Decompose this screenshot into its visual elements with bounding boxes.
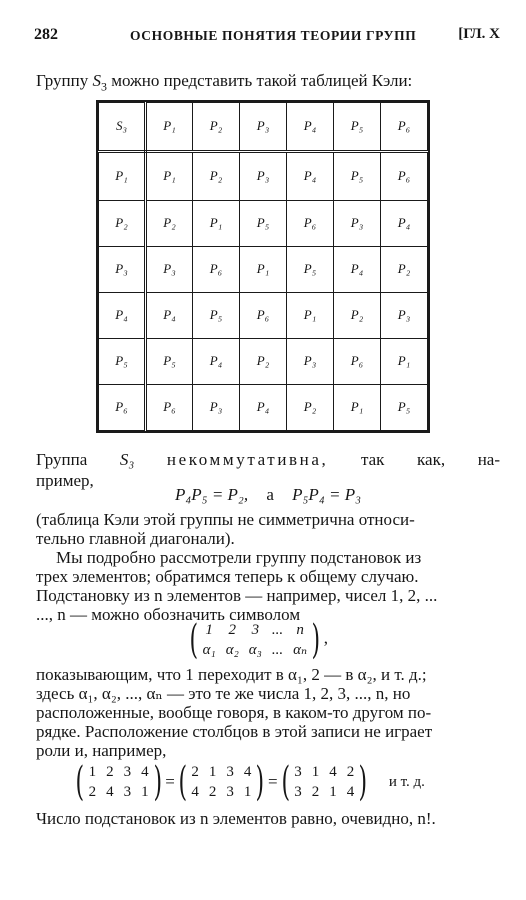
para1-word: Группа (36, 450, 88, 469)
page-header (34, 26, 500, 50)
left-paren: ( (178, 759, 187, 805)
para2-line8: рядке. Расположение столбцов в этой записи не играет (36, 722, 433, 741)
matrix-entry: 4 (243, 764, 252, 780)
cayley-cell: P₅ (287, 246, 334, 292)
intro-group-sub: 3 (100, 79, 107, 94)
para2-line3: Подстановку из n элементов — например, чисел 1, 2, ... (36, 586, 438, 605)
cayley-cell: P₆ (240, 292, 287, 338)
cayley-row-header: P₆ (99, 384, 146, 430)
cayley-cell: P₆ (193, 246, 240, 292)
para1-word: так (360, 450, 385, 469)
cayley-cell: P₅ (381, 384, 428, 430)
matrix-entry: 4 (106, 784, 114, 800)
substitution-symbol (186, 617, 328, 663)
cayley-cell: P₁ (334, 384, 381, 430)
cayley-cell: P₄ (287, 151, 334, 200)
matrix-entry: 4 (191, 784, 199, 800)
cayley-cell: P₁ (287, 292, 334, 338)
cayley-cell: P₆ (334, 338, 381, 384)
matrix-entry: 2 (106, 764, 114, 780)
cayley-cell: P₅ (193, 292, 240, 338)
matrix-grid (190, 762, 252, 802)
cayley-col-header: P₆ (381, 103, 428, 152)
matrix-entry: 3 (294, 784, 302, 800)
cayley-cell: P₂ (240, 338, 287, 384)
example-matrix-3 (278, 759, 371, 805)
symbol-entry: αₙ (293, 642, 308, 658)
page-number: 282 (34, 26, 58, 43)
cayley-row-header: P₂ (99, 200, 146, 246)
para1-word: S₃ (119, 450, 135, 469)
para2-line1: Мы подробно рассмотрели группу подстановок из (56, 548, 422, 567)
matrix-entry: 3 (226, 764, 234, 780)
cayley-cell: P₄ (193, 338, 240, 384)
matrix-entry: 3 (226, 784, 234, 800)
cayley-cell: P₄ (334, 246, 381, 292)
equation-conj: а (266, 485, 274, 504)
para2-line7: расположенные, вообще говоря, в каком-то другом по- (36, 703, 432, 722)
cayley-cell: P₃ (287, 338, 334, 384)
cayley-cell: P₃ (193, 384, 240, 430)
cayley-cell: P₅ (334, 151, 381, 200)
cayley-row-header: P₄ (99, 292, 146, 338)
cayley-col-header: P₂ (193, 103, 240, 152)
matrix-entry: 3 (294, 764, 302, 780)
cayley-cell: P₃ (381, 292, 428, 338)
cayley-row (99, 384, 428, 430)
para2-line9: роли и, например, (36, 741, 167, 760)
cayley-row (99, 246, 428, 292)
last-line: Число подстановок из n элементов равно, очевидно, n!. (36, 809, 436, 828)
matrix-grid (88, 762, 150, 802)
cayley-row-header: P₁ (99, 151, 146, 200)
symbol-entry: α₂ (225, 642, 239, 658)
matrix-entry: 4 (346, 784, 355, 800)
etc-text: и т. д. (388, 773, 425, 790)
para1-line2: пример, (36, 471, 94, 490)
left-paren: ( (189, 617, 199, 663)
left-paren: ( (281, 759, 290, 805)
cayley-row (99, 292, 428, 338)
cayley-cell: P₁ (240, 246, 287, 292)
cayley-col-header: P₃ (240, 103, 287, 152)
cayley-cell: P₄ (146, 292, 193, 338)
right-paren: ) (153, 759, 162, 805)
cayley-col-header: P₁ (146, 103, 193, 152)
matrix-entry: 2 (88, 784, 97, 800)
symbol-entry: 1 (205, 622, 213, 638)
cayley-cell: P₆ (287, 200, 334, 246)
matrix-entry: 1 (329, 784, 337, 800)
left-paren: ( (75, 759, 85, 805)
cayley-cell: P₂ (334, 292, 381, 338)
para2-line6: здесь α₁, α₂, ..., αₙ — это те же числа 1, 2, 3, ..., n, но (36, 684, 411, 703)
cayley-row-header: P₅ (99, 338, 146, 384)
para1-word: на- (477, 450, 500, 469)
cayley-cell: P₃ (240, 151, 287, 200)
equals-sign: = (268, 772, 278, 791)
cayley-cell: P₁ (193, 200, 240, 246)
cayley-cell: P₆ (146, 384, 193, 430)
para1-line1 (36, 449, 500, 471)
cayley-cell: P₆ (381, 151, 428, 200)
example-matrix-1 (72, 759, 165, 805)
cayley-cell: P₅ (240, 200, 287, 246)
intro-after: можно представить такой таблицей Кэли: (106, 71, 413, 90)
matrix-entry: 3 (123, 764, 132, 780)
equation-right: P₅P₄ = P₃ (292, 485, 361, 504)
cayley-cell: P₂ (146, 200, 193, 246)
symbol-entry: n (296, 622, 304, 638)
cayley-cell: P₂ (381, 246, 428, 292)
intro-line (36, 70, 500, 92)
equals-sign: = (165, 772, 175, 791)
cayley-row (99, 151, 428, 200)
right-paren: ) (255, 759, 265, 805)
matrix-entry: 2 (208, 784, 217, 800)
cayley-cell: P₅ (146, 338, 193, 384)
symbol-entry: 2 (228, 622, 236, 638)
running-title: ОСНОВНЫЕ ПОНЯТИЯ ТЕОРИИ ГРУПП (130, 28, 417, 43)
matrix-entry: 3 (123, 784, 132, 800)
para1-line4b: тельно главной диагонали). (36, 529, 235, 548)
cayley-row-header: P₃ (99, 246, 146, 292)
matrix-entry: 2 (346, 764, 355, 780)
matrix-entry: 1 (88, 764, 97, 780)
symbol-matrix (186, 617, 324, 663)
matrix-entry: 1 (311, 764, 320, 780)
symbol-entry: 3 (251, 622, 260, 638)
cayley-table (96, 100, 430, 433)
cayley-cell: P₃ (146, 246, 193, 292)
matrix-entry: 1 (243, 784, 252, 800)
matrix-entry: 1 (141, 784, 149, 800)
right-paren: ) (311, 617, 321, 663)
symbol-entry: α₃ (248, 642, 262, 658)
cayley-cell: P₂ (193, 151, 240, 200)
para2-line5: показывающим, что 1 переходит в α₁, 2 — в α₂, и т. д.; (36, 665, 427, 684)
para1-equation (36, 484, 500, 506)
chapter-label: [ГЛ. Х (458, 26, 500, 42)
cayley-grid (98, 102, 428, 431)
para1-word-spaced: некоммутативна, (166, 450, 329, 469)
cayley-cell: P₃ (334, 200, 381, 246)
symbol-grid (202, 620, 308, 660)
cayley-cell: P₁ (146, 151, 193, 200)
cayley-col-header: P₅ (334, 103, 381, 152)
matrix-entry: 4 (329, 764, 337, 780)
matrix-entry: 2 (311, 784, 320, 800)
cayley-cell: P₂ (287, 384, 334, 430)
example-equation (72, 759, 425, 805)
cayley-cell: P₄ (240, 384, 287, 430)
cayley-row (99, 200, 428, 246)
cayley-header-row (99, 103, 428, 152)
cayley-cell: P₄ (381, 200, 428, 246)
intro-before: Группу (36, 71, 93, 90)
matrix-grid (293, 762, 355, 802)
para2-line2: трех элементов; обратимся теперь к общему случаю. (36, 567, 419, 586)
cayley-corner: S₃ (99, 103, 146, 152)
equation-left: P₄P₅ = P₂, (174, 485, 249, 504)
cayley-row (99, 338, 428, 384)
para1-word: как, (417, 450, 446, 469)
matrix-entry: 2 (191, 764, 199, 780)
para1-line4a: (таблица Кэли этой группы не симметрична относи- (36, 510, 415, 529)
para2-line4: ..., n — можно обозначить символом (36, 605, 301, 624)
symbol-entry: α₁ (202, 642, 216, 658)
matrix-entry: 4 (141, 764, 149, 780)
intro-group: S (92, 71, 101, 90)
cayley-cell: P₁ (381, 338, 428, 384)
matrix-entry: 1 (208, 764, 217, 780)
right-paren: ) (358, 759, 368, 805)
cayley-col-header: P₄ (287, 103, 334, 152)
example-matrix-2 (175, 759, 268, 805)
symbol-entry: ... (271, 642, 284, 658)
symbol-comma: , (323, 628, 328, 648)
symbol-entry: ... (271, 622, 284, 638)
